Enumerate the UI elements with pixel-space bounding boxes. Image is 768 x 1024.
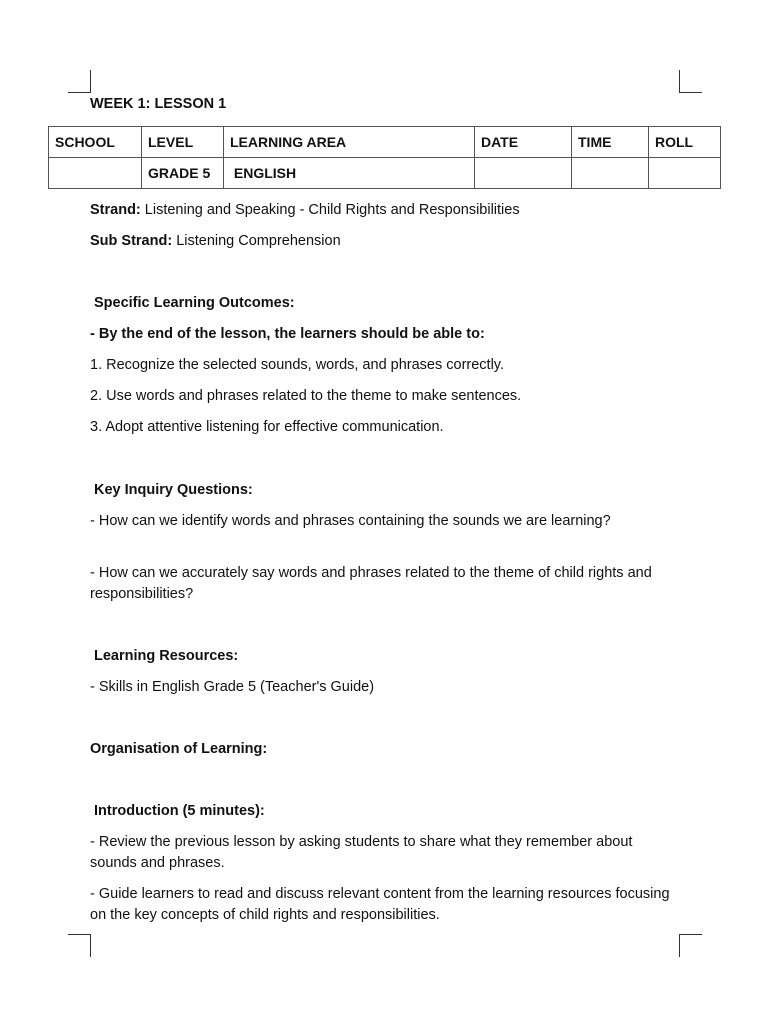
table-cell: GRADE 5 (142, 158, 224, 189)
table-cell (649, 158, 721, 189)
crop-mark-top-right (679, 70, 702, 93)
outcomes-heading: Specific Learning Outcomes: (94, 295, 295, 311)
sub-strand-value: Listening Comprehension (172, 233, 341, 249)
lesson-info-table (48, 126, 721, 189)
introduction-item: - Review the previous lesson by asking students to share what they remember about sounds and phrases. (90, 834, 633, 871)
table-header-cell: SCHOOL (49, 127, 142, 158)
outcome-item: 1. Recognize the selected sounds, words, and phrases correctly. (90, 357, 505, 373)
strand-value: Listening and Speaking - Child Rights and Responsibilities (140, 202, 520, 218)
lesson-title: WEEK 1: LESSON 1 (90, 96, 227, 112)
sub-strand-line (90, 231, 341, 252)
table-cell (475, 158, 572, 189)
crop-mark-bottom-left (68, 934, 91, 957)
table-header-cell: DATE (475, 127, 572, 158)
resource-item: - Skills in English Grade 5 (Teacher's Guide) (90, 679, 375, 695)
table-header-cell: LEARNING AREA (224, 127, 475, 158)
outcomes-intro: - By the end of the lesson, the learners should be able to: (90, 326, 485, 342)
crop-mark-top-left (68, 70, 91, 93)
resources-heading: Learning Resources: (94, 648, 239, 664)
introduction-item: - Guide learners to read and discuss relevant content from the learning resources focusing on the key concepts of child rights and responsibilities. (90, 886, 670, 923)
inquiry-item: - How can we accurately say words and phrases related to the theme of child rights and responsibilities? (90, 565, 652, 602)
table-cell (49, 158, 142, 189)
introduction-heading: Introduction (5 minutes): (94, 803, 265, 819)
table-header-row (49, 127, 721, 158)
strand-label: Strand: (90, 202, 141, 218)
crop-mark-bottom-right (679, 934, 702, 957)
strand-line (90, 200, 520, 221)
table-header-cell: LEVEL (142, 127, 224, 158)
table-row (49, 158, 721, 189)
sub-strand-label: Sub Strand: (90, 233, 173, 249)
table-header-cell: TIME (572, 127, 649, 158)
table-header-cell: ROLL (649, 127, 721, 158)
inquiry-item: - How can we identify words and phrases containing the sounds we are learning? (90, 513, 611, 529)
outcome-item: 3. Adopt attentive listening for effective communication. (90, 419, 444, 435)
organisation-heading: Organisation of Learning: (90, 741, 268, 757)
inquiry-heading: Key Inquiry Questions: (94, 482, 253, 498)
table-cell: ENGLISH (224, 158, 475, 189)
table-cell (572, 158, 649, 189)
outcome-item: 2. Use words and phrases related to the theme to make sentences. (90, 388, 522, 404)
